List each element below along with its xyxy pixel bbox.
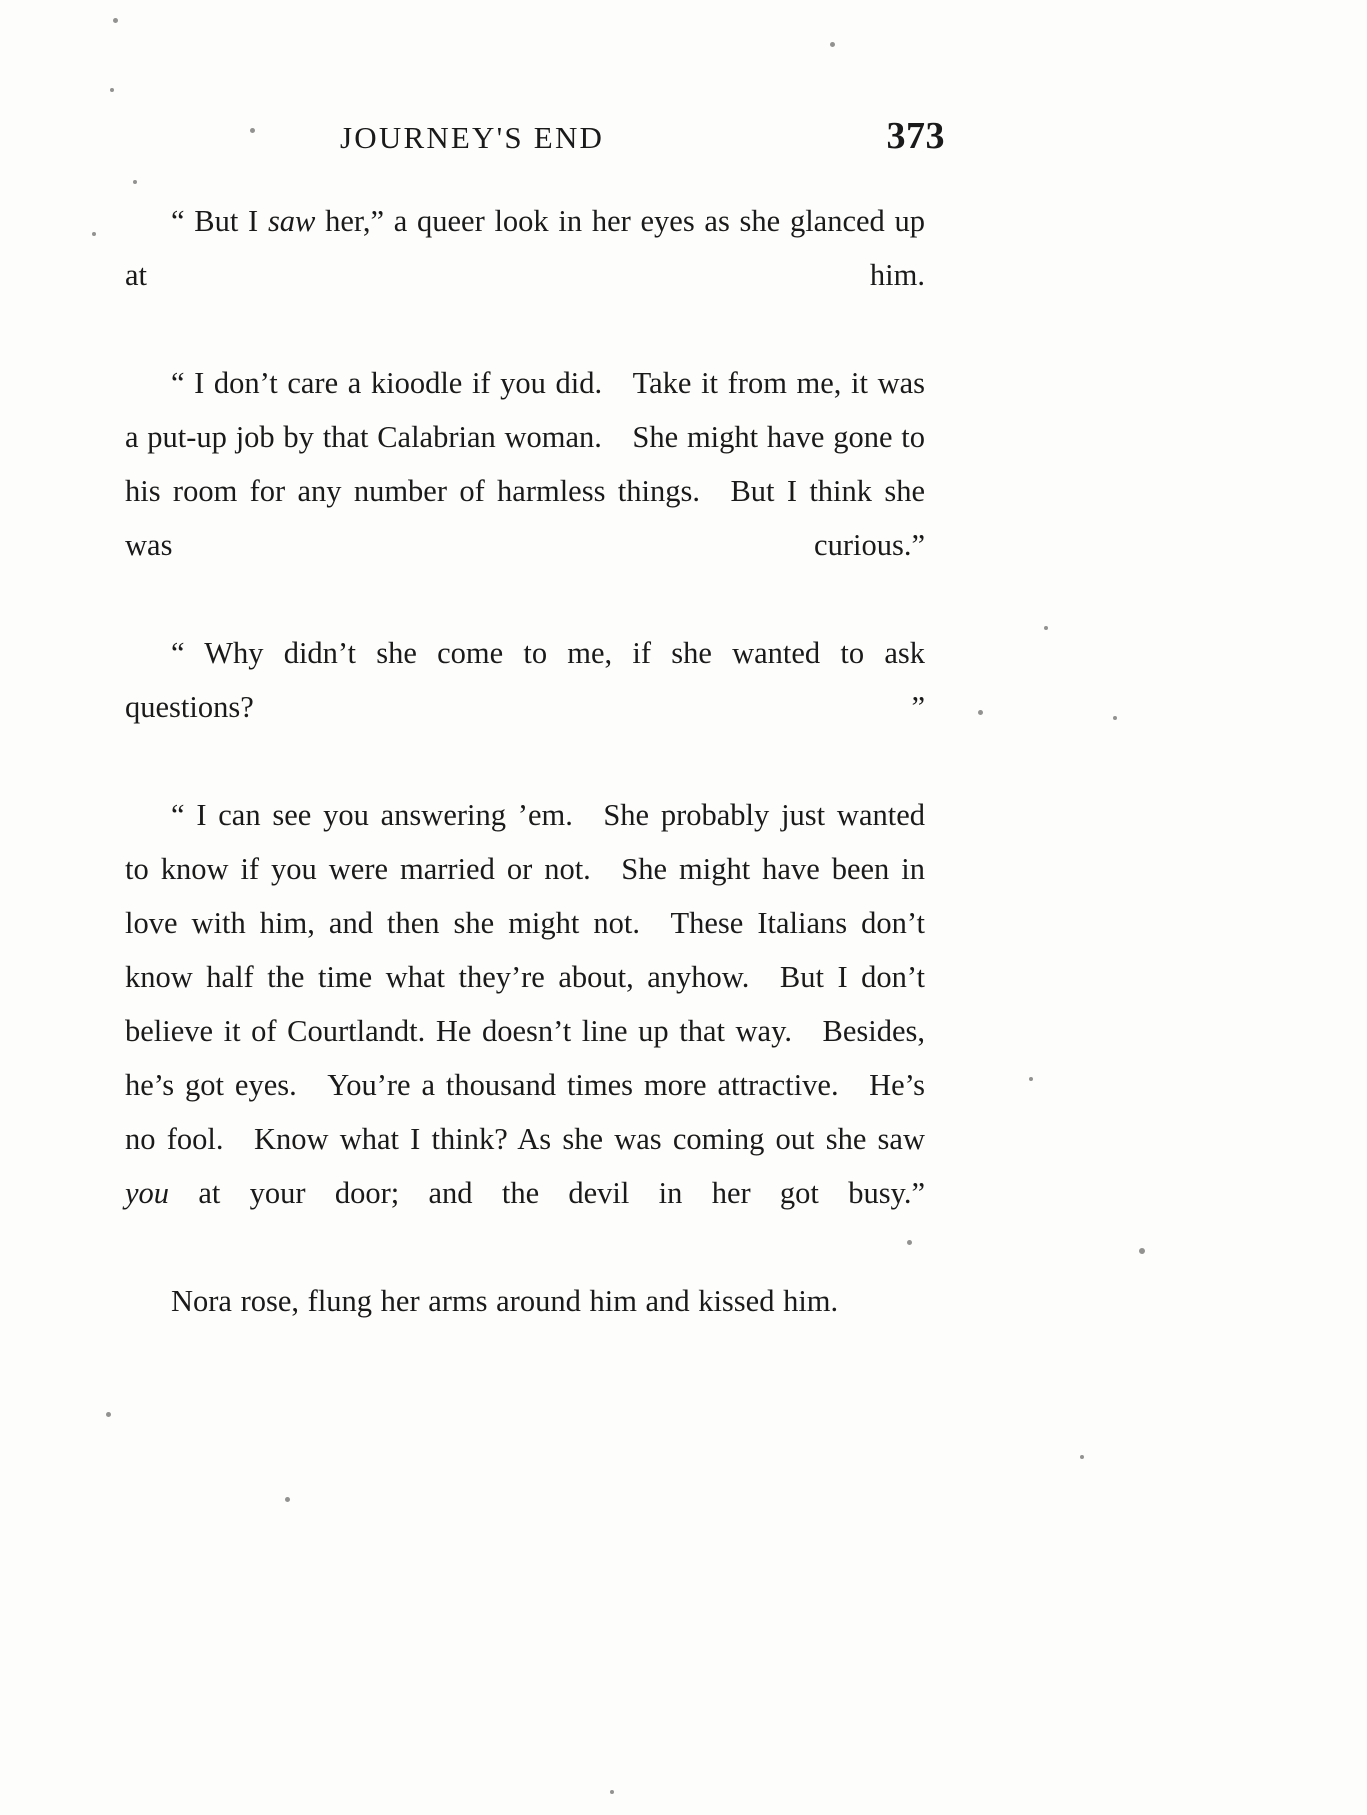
running-title: JOURNEY'S END — [340, 120, 605, 155]
text-run: at your door; and the devil in her got busy.” — [169, 1176, 925, 1210]
emphasis-text: you — [125, 1176, 170, 1210]
print-speck — [1029, 1077, 1033, 1081]
paragraph — [125, 626, 925, 788]
paragraph — [125, 788, 925, 1274]
emphasis-text: saw — [267, 204, 316, 238]
print-speck — [92, 232, 96, 236]
print-speck — [1080, 1455, 1084, 1459]
print-speck — [1139, 1248, 1145, 1254]
print-speck — [1044, 626, 1048, 630]
print-speck — [106, 1412, 111, 1417]
print-speck — [113, 18, 118, 23]
text-run: her,” a queer look in her eyes as she glanced up at him. — [125, 204, 926, 292]
print-speck — [978, 710, 983, 715]
page-content — [125, 110, 945, 1382]
print-speck — [610, 1790, 614, 1794]
text-run: “ But I — [171, 204, 268, 238]
page-number: 373 — [886, 115, 945, 157]
text-run: “ I can see you answering ’em. She probably just wanted to know if you were married or not. She might have been in love with him, and then she might not. These Italians don’t know half the time what they’re about, anyhow. But I don’t believe it of Courtlandt. He doesn’t line up that way. Besides, he’s got eyes. You’re a thousand times more attractive. He’s no fool. Know what I think? As she was coming out she saw — [125, 798, 925, 1156]
paragraph — [125, 356, 925, 626]
print-speck — [250, 128, 255, 133]
print-speck — [133, 180, 137, 184]
print-speck — [907, 1240, 912, 1245]
print-speck — [285, 1497, 290, 1502]
text-run: “ Why didn’t she come to me, if she wanted to ask questions? ” — [125, 636, 925, 724]
text-run: Nora rose, flung her arms around him and kissed him. — [171, 1284, 839, 1318]
print-speck — [110, 88, 114, 92]
paragraph — [125, 1274, 925, 1382]
paragraph — [125, 194, 925, 356]
text-run: “ I don’t care a kioodle if you did. Take it from me, it was a put-up job by that Calabrian woman. She might have gone to his room for any number of harmless things. But I think she was curious.” — [125, 366, 925, 562]
print-speck — [1113, 716, 1117, 720]
print-speck — [830, 42, 835, 47]
page-header — [125, 110, 945, 188]
body-text — [125, 194, 925, 1382]
